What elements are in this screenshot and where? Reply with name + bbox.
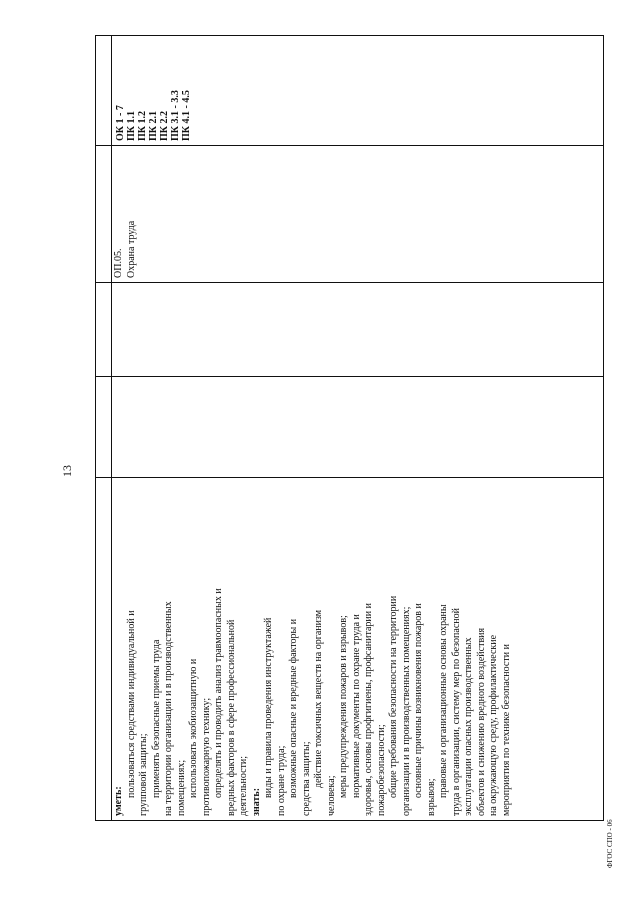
- skills-line: на окружающую среду, профилактические: [488, 634, 499, 816]
- skills-line: меры предупреждения пожаров и взрывов;: [338, 615, 349, 798]
- skills-line: пользоваться средствами индивидуальной и: [125, 610, 137, 798]
- table-divider: [96, 282, 603, 283]
- skills-line: уметь:: [113, 786, 124, 816]
- skills-line: нормативные документы по охране труда и: [350, 614, 362, 798]
- competency-code: ПК 2.2: [159, 110, 170, 141]
- table-divider: [96, 376, 603, 377]
- skills-line: вредных факторов в сфере профессиональной: [225, 619, 237, 816]
- skills-line: деятельности;: [238, 755, 249, 816]
- skills-text: [111, 477, 603, 820]
- skills-line: взрывов;: [425, 778, 437, 816]
- competency-code: ПК 3.1 - 3.3: [170, 90, 181, 141]
- skills-line: знать:: [250, 787, 262, 816]
- curriculum-table: [95, 35, 604, 821]
- skills-line: средства защиты;: [300, 741, 312, 816]
- skills-line: действие токсичных веществ на организм: [313, 609, 324, 788]
- skills-line: групповой защиты;: [138, 733, 149, 816]
- skills-line: помещениях;: [175, 759, 187, 816]
- discipline-name: Охрана труда: [125, 220, 137, 278]
- skills-line: эксплуатации опасных производственных: [463, 637, 474, 816]
- skills-line: труда в организации, систему мер по безопасной: [450, 608, 462, 816]
- skills-line: организации и в производственных помещениях;: [400, 606, 412, 816]
- discipline-code: ОП.05.: [113, 248, 124, 278]
- skills-line: виды и правила проведения инструктажей: [263, 617, 274, 798]
- skills-line: на территории организации и в производственных: [163, 601, 174, 816]
- skills-line: определять и проводить анализ травмоопасных и: [213, 588, 224, 798]
- skills-line: возможные опасные и вредные факторы и: [288, 618, 299, 798]
- discipline-cell: [111, 145, 603, 282]
- skills-line: по охране труда;: [275, 745, 287, 816]
- skills-line: правовые и организационные основы охраны: [438, 604, 449, 798]
- skills-line: пожаробезопасности;: [375, 724, 387, 816]
- skills-line: общие требования безопасности на территории: [388, 595, 399, 798]
- competency-code: ПК 1.2: [137, 110, 148, 141]
- skills-line: противопожарную технику;: [200, 697, 212, 816]
- competency-code: ПК 1.1: [126, 110, 137, 141]
- competencies-cell: [111, 36, 603, 145]
- skills-line: основные причины возникновения пожаров и: [413, 603, 424, 798]
- skills-line: здоровья, основы профгигиены, профсанитарии и: [363, 603, 374, 816]
- page-number: 13: [60, 465, 74, 477]
- footer-code: ФГОС СПО - 06: [606, 819, 614, 868]
- skills-line: человека;: [325, 775, 337, 816]
- skills-line: мероприятия по технике безопасности и: [500, 644, 512, 816]
- competency-code: ПК 2.1: [148, 110, 159, 141]
- competency-code: ПК 4.1 - 4.5: [181, 90, 192, 141]
- skills-line: объектов и снижению вредного воздействия: [475, 627, 487, 816]
- skills-cell: [111, 477, 603, 820]
- skills-line: применять безопасные приемы труда: [150, 639, 162, 798]
- skills-line: использовать экобиозащитную и: [188, 658, 199, 798]
- competency-code: ОК 1 - 7: [115, 105, 126, 141]
